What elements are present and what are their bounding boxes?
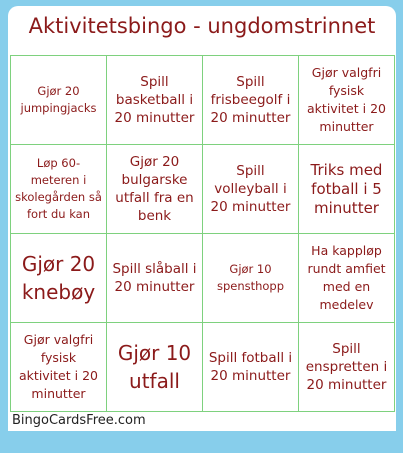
bingo-cell[interactable] — [203, 145, 299, 234]
footer-credit: BingoCardsFree.com — [12, 413, 146, 428]
bingo-cell-text: Spill fotball i 20 minutter — [208, 350, 293, 384]
bingo-cell-text: Gjør 10 spensthopp — [216, 262, 285, 293]
bingo-cell-text: Gjør 10 utfall — [117, 341, 192, 393]
bingo-cell[interactable] — [299, 56, 395, 145]
bingo-cell-text: Spill volleyball i 20 minutter — [210, 163, 291, 215]
bingo-cell[interactable] — [11, 56, 107, 145]
bingo-cell-text: Gjør 20 jumpingjacks — [20, 84, 97, 115]
bingo-cell-text: Ha kappløp rundt amfiet med en medelev — [307, 243, 386, 312]
bingo-cell-text: Spill basketball i 20 minutter — [114, 74, 195, 126]
bingo-grid — [10, 55, 395, 412]
bingo-cell[interactable] — [203, 234, 299, 323]
bingo-cell-text: Løp 60-meteren i skolegården så fort du kan — [15, 156, 102, 221]
bingo-cell-text: Gjør 20 bulgarske utfall fra en benk — [115, 154, 194, 224]
bingo-cell[interactable] — [299, 145, 395, 234]
bingo-cell-text: Spill slåball i 20 minutter — [112, 261, 197, 295]
bingo-cell-text: Gjør 20 knebøy — [21, 252, 96, 304]
bingo-card — [8, 6, 396, 431]
bingo-cell-text: Spill frisbeegolf i 20 minutter — [210, 74, 291, 126]
bingo-cell[interactable] — [107, 234, 203, 323]
bingo-cell[interactable] — [107, 145, 203, 234]
bingo-cell-text: Gjør valgfri fysisk aktivitet i 20 minutter — [19, 332, 98, 401]
bingo-cell-text: Gjør valgfri fysisk aktivitet i 20 minutter — [307, 65, 386, 134]
bingo-cell[interactable] — [299, 323, 395, 412]
bingo-cell[interactable] — [11, 145, 107, 234]
bingo-cell[interactable] — [11, 234, 107, 323]
bingo-cell[interactable] — [11, 323, 107, 412]
card-title: Aktivitetsbingo - ungdomstrinnet — [28, 14, 376, 38]
bingo-cell-text: Spill enspretten i 20 minutter — [305, 341, 388, 393]
bingo-cell[interactable] — [107, 56, 203, 145]
bingo-cell[interactable] — [107, 323, 203, 412]
bingo-cell[interactable] — [203, 56, 299, 145]
bingo-cell[interactable] — [203, 323, 299, 412]
bingo-cell-text: Triks med fotball i 5 minutter — [310, 160, 383, 217]
bingo-cell[interactable] — [299, 234, 395, 323]
